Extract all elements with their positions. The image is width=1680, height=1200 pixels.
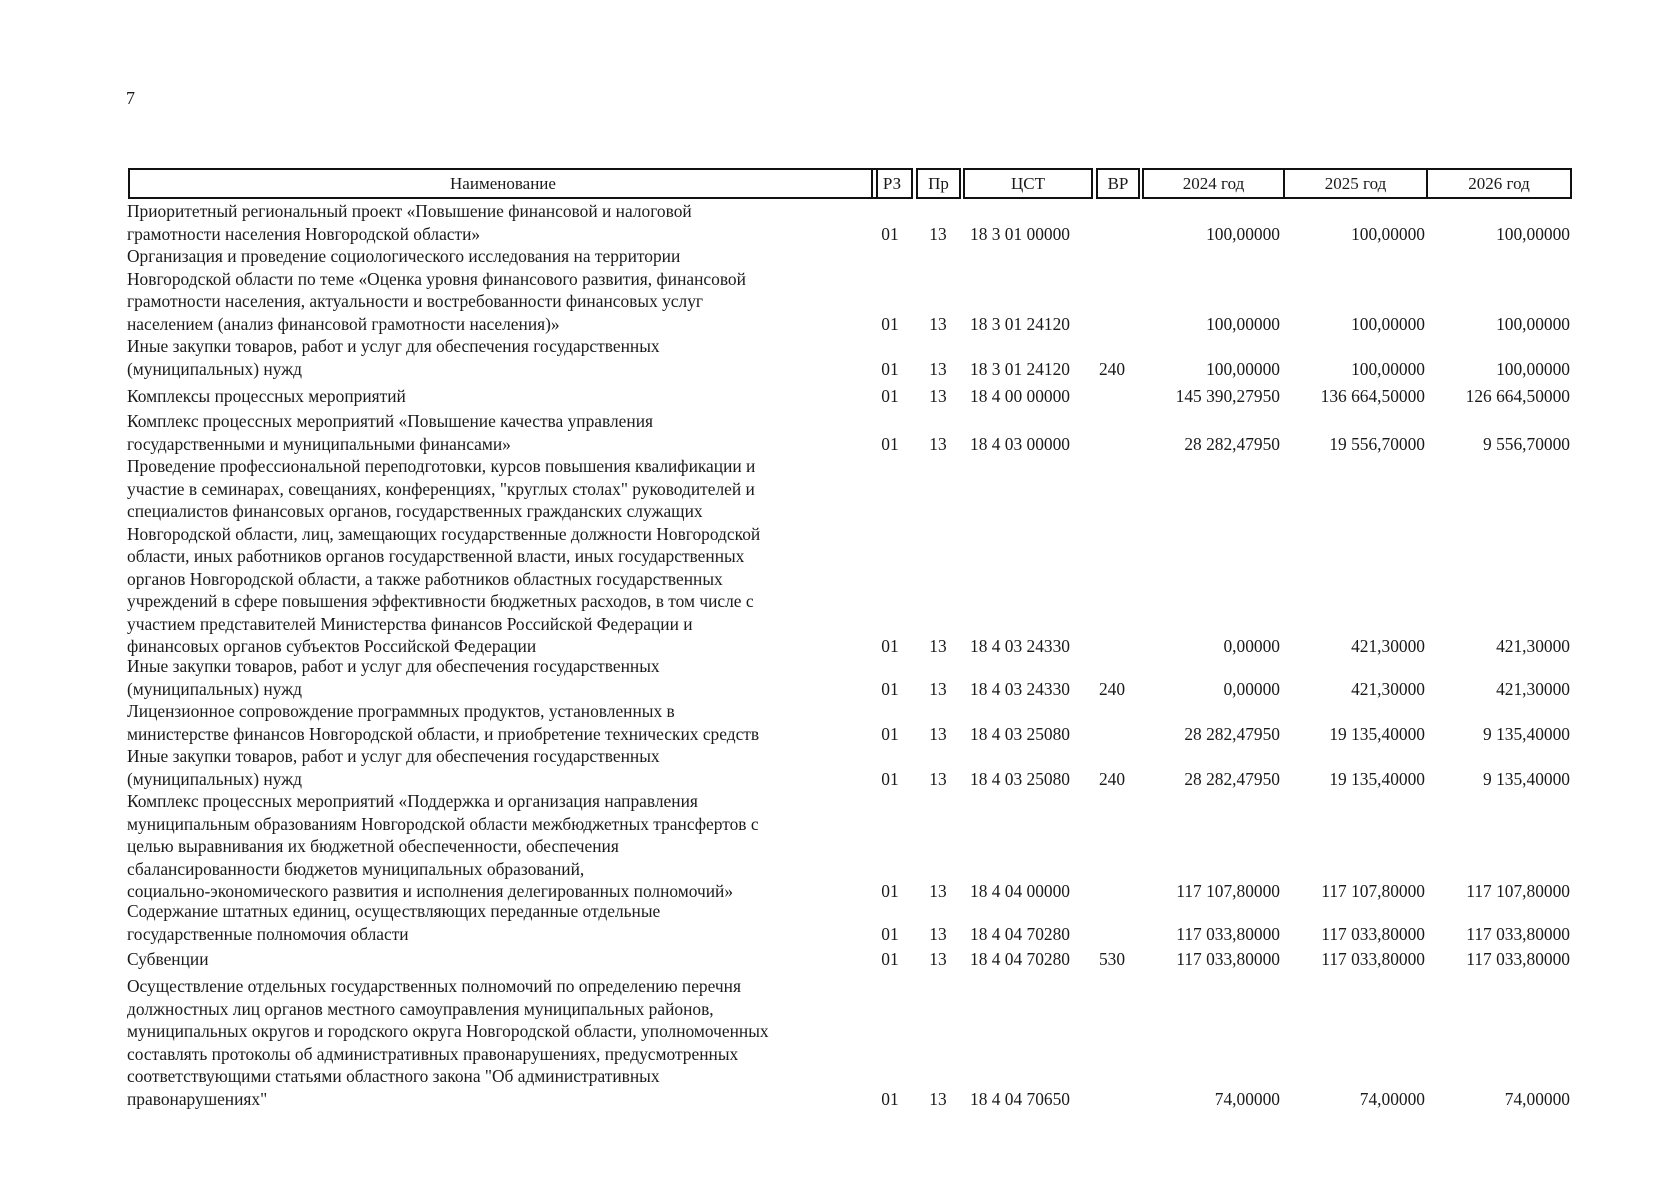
row-2024: 117 107,80000 bbox=[1176, 881, 1280, 901]
row-cst: 18 4 04 70280 bbox=[970, 923, 1070, 944]
row-pr: 13 bbox=[929, 636, 947, 656]
row-2026: 9 135,40000 bbox=[1483, 723, 1570, 744]
row-name-line: населением (анализ финансовой грамотности населения)» bbox=[127, 313, 560, 334]
row-rz: 01 bbox=[881, 636, 899, 656]
row-name-line: Организация и проведение социологического исследования на территории bbox=[127, 246, 681, 266]
row-2025: 19 135,40000 bbox=[1329, 723, 1425, 744]
row-name-line: государственные полномочия области bbox=[127, 923, 409, 944]
row-pr: 13 bbox=[929, 313, 947, 334]
row-rz: 01 bbox=[881, 433, 899, 454]
row-2025: 117 107,80000 bbox=[1321, 881, 1425, 901]
row-2024: 117 033,80000 bbox=[1176, 923, 1280, 944]
row-2025: 100,00000 bbox=[1351, 313, 1425, 334]
row-2026: 117 033,80000 bbox=[1466, 923, 1570, 944]
row-rz: 01 bbox=[881, 678, 899, 699]
row-pr: 13 bbox=[929, 1088, 947, 1109]
row-pr: 13 bbox=[929, 223, 947, 244]
row-name-line: органов Новгородской области, а также работников областных государственных bbox=[127, 568, 723, 589]
row-2024: 28 282,47950 bbox=[1184, 768, 1280, 789]
row-cst: 18 4 03 24330 bbox=[970, 636, 1070, 656]
row-name-line: Новгородской области по теме «Оценка уровня финансового развития, финансовой bbox=[127, 268, 746, 289]
row-2024: 0,00000 bbox=[1223, 636, 1280, 656]
row-cst: 18 3 01 24120 bbox=[970, 313, 1070, 334]
row-name-line: области, иных работников органов государственной власти, иных государственных bbox=[127, 546, 745, 566]
row-name-line: Комплекс процессных мероприятий «Поддержка и организация направления bbox=[127, 791, 698, 811]
row-2026: 421,30000 bbox=[1496, 678, 1570, 699]
row-cst: 18 4 04 00000 bbox=[970, 881, 1070, 901]
row-cst: 18 4 04 70650 bbox=[970, 1088, 1070, 1109]
row-name-line: целью выравнивания их бюджетной обеспеченности, обеспечения bbox=[127, 836, 619, 856]
row-2026: 100,00000 bbox=[1496, 223, 1570, 244]
row-2024: 28 282,47950 bbox=[1184, 723, 1280, 744]
row-name-line: (муниципальных) нужд bbox=[127, 358, 302, 379]
row-name-line: (муниципальных) нужд bbox=[127, 768, 302, 789]
row-2025: 100,00000 bbox=[1351, 358, 1425, 379]
row-name-line: Приоритетный региональный проект «Повышение финансовой и налоговой bbox=[127, 201, 692, 221]
row-rz: 01 bbox=[881, 768, 899, 789]
row-rz: 01 bbox=[881, 723, 899, 744]
row-2025: 19 556,70000 bbox=[1329, 433, 1425, 454]
row-2026: 74,00000 bbox=[1504, 1088, 1570, 1109]
row-cst: 18 4 03 25080 bbox=[970, 768, 1070, 789]
row-name-line: государственными и муниципальными финансами» bbox=[127, 433, 511, 454]
row-2025: 117 033,80000 bbox=[1321, 923, 1425, 944]
row-rz: 01 bbox=[881, 386, 899, 406]
row-rz: 01 bbox=[881, 223, 899, 244]
row-2024: 28 282,47950 bbox=[1184, 433, 1280, 454]
row-name-line: сбалансированности бюджетов муниципальных образований, bbox=[127, 858, 585, 879]
row-vr: 530 bbox=[1098, 949, 1126, 969]
row-cst: 18 4 03 25080 bbox=[970, 723, 1070, 744]
row-pr: 13 bbox=[929, 678, 947, 699]
row-vr: 240 bbox=[1098, 358, 1126, 379]
row-2024: 0,00000 bbox=[1223, 678, 1280, 699]
row-2025: 421,30000 bbox=[1351, 636, 1425, 656]
row-2026: 100,00000 bbox=[1496, 358, 1570, 379]
row-cst: 18 4 04 70280 bbox=[970, 949, 1070, 969]
header-rz: РЗ bbox=[871, 168, 913, 199]
row-rz: 01 bbox=[881, 358, 899, 379]
header-pr: Пр bbox=[916, 168, 961, 199]
row-2024: 100,00000 bbox=[1206, 358, 1280, 379]
row-2025: 421,30000 bbox=[1351, 678, 1425, 699]
row-rz: 01 bbox=[881, 1088, 899, 1109]
row-2024: 145 390,27950 bbox=[1175, 386, 1280, 406]
row-rz: 01 bbox=[881, 313, 899, 334]
row-2024: 74,00000 bbox=[1214, 1088, 1280, 1109]
row-cst: 18 4 03 00000 bbox=[970, 433, 1070, 454]
row-name-line: составлять протоколы об административных правонарушениях, предусмотренных bbox=[127, 1043, 739, 1064]
row-name-line: муниципальным образованиям Новгородской области межбюджетных трансфертов с bbox=[127, 813, 759, 834]
header-name: Наименование bbox=[128, 168, 878, 199]
row-2025: 19 135,40000 bbox=[1329, 768, 1425, 789]
page-number: 7 bbox=[126, 88, 135, 108]
row-name-line: социально-экономического развития и исполнения делегированных полномочий» bbox=[127, 881, 734, 901]
header-2025: 2025 год bbox=[1283, 168, 1428, 199]
row-2025: 136 664,50000 bbox=[1320, 386, 1425, 406]
row-name-line: правонарушениях" bbox=[127, 1088, 268, 1109]
row-cst: 18 3 01 00000 bbox=[970, 223, 1070, 244]
row-cst: 18 4 03 24330 bbox=[970, 678, 1070, 699]
header-cst: ЦСТ bbox=[963, 168, 1093, 199]
row-cst: 18 4 00 00000 bbox=[970, 386, 1070, 406]
header-2024: 2024 год bbox=[1142, 168, 1285, 199]
row-2025: 74,00000 bbox=[1359, 1088, 1425, 1109]
row-name-line: Комплекс процессных мероприятий «Повышение качества управления bbox=[127, 411, 654, 431]
row-2024: 117 033,80000 bbox=[1176, 949, 1280, 969]
row-rz: 01 bbox=[881, 949, 899, 969]
header-vr: ВР bbox=[1096, 168, 1140, 199]
row-name-line: Новгородской области, лиц, замещающих государственные должности Новгородской bbox=[127, 523, 761, 544]
row-pr: 13 bbox=[929, 358, 947, 379]
row-2024: 100,00000 bbox=[1206, 223, 1280, 244]
row-pr: 13 bbox=[929, 433, 947, 454]
row-2026: 9 556,70000 bbox=[1483, 433, 1570, 454]
row-2026: 117 033,80000 bbox=[1466, 949, 1570, 969]
row-name-line: Проведение профессиональной переподготовки, курсов повышения квалификации и bbox=[127, 456, 756, 476]
row-name-line: учреждений в сфере повышения эффективности бюджетных расходов, в том числе с bbox=[127, 591, 754, 611]
row-name-line: Лицензионное сопровождение программных продуктов, установленных в bbox=[127, 701, 675, 721]
row-pr: 13 bbox=[929, 881, 947, 901]
row-2026: 9 135,40000 bbox=[1483, 768, 1570, 789]
row-pr: 13 bbox=[929, 386, 947, 406]
row-vr: 240 bbox=[1098, 678, 1126, 699]
row-2026: 117 107,80000 bbox=[1466, 881, 1570, 901]
row-2025: 100,00000 bbox=[1351, 223, 1425, 244]
row-pr: 13 bbox=[929, 923, 947, 944]
row-pr: 13 bbox=[929, 768, 947, 789]
row-name-line: должностных лиц органов местного самоуправления муниципальных районов, bbox=[127, 998, 714, 1019]
row-name-line: Осуществление отдельных государственных полномочий по определению перечня bbox=[127, 976, 741, 996]
row-name-line: Иные закупки товаров, работ и услуг для обеспечения государственных bbox=[127, 746, 660, 766]
row-name-line: грамотности населения, актуальности и востребованности финансовых услуг bbox=[127, 291, 704, 311]
row-pr: 13 bbox=[929, 723, 947, 744]
row-name-line: специалистов финансовых органов, государственных гражданских служащих bbox=[127, 501, 703, 521]
row-name-line: Иные закупки товаров, работ и услуг для обеспечения государственных bbox=[127, 336, 660, 356]
row-name-line: (муниципальных) нужд bbox=[127, 678, 302, 699]
row-name-line: участие в семинарах, совещаниях, конференциях, "круглых столах" руководителей и bbox=[127, 478, 755, 499]
header-2026: 2026 год bbox=[1426, 168, 1572, 199]
row-name-line: грамотности населения Новгородской области» bbox=[127, 223, 481, 244]
row-name-line: участием представителей Министерства финансов Российской Федерации и bbox=[127, 613, 693, 634]
row-2024: 100,00000 bbox=[1206, 313, 1280, 334]
row-2026: 100,00000 bbox=[1496, 313, 1570, 334]
row-name-line: Содержание штатных единиц, осуществляющих переданные отдельные bbox=[127, 901, 661, 921]
row-name-line: Субвенции bbox=[127, 949, 209, 969]
row-name-line: Комплексы процессных мероприятий bbox=[127, 386, 406, 406]
row-cst: 18 3 01 24120 bbox=[970, 358, 1070, 379]
row-name-line: муниципальных округов и городского округа Новгородской области, уполномоченных bbox=[127, 1021, 769, 1041]
row-rz: 01 bbox=[881, 923, 899, 944]
row-name-line: Иные закупки товаров, работ и услуг для обеспечения государственных bbox=[127, 656, 660, 676]
row-name-line: соответствующими статьями областного закона "Об административных bbox=[127, 1066, 660, 1086]
row-name-line: министерстве финансов Новгородской области, и приобретение технических средств bbox=[127, 723, 760, 744]
row-vr: 240 bbox=[1098, 768, 1126, 789]
row-2025: 117 033,80000 bbox=[1321, 949, 1425, 969]
row-rz: 01 bbox=[881, 881, 899, 901]
row-pr: 13 bbox=[929, 949, 947, 969]
row-2026: 421,30000 bbox=[1496, 636, 1570, 656]
row-2026: 126 664,50000 bbox=[1465, 386, 1570, 406]
row-name-line: финансовых органов субъектов Российской Федерации bbox=[127, 636, 537, 656]
